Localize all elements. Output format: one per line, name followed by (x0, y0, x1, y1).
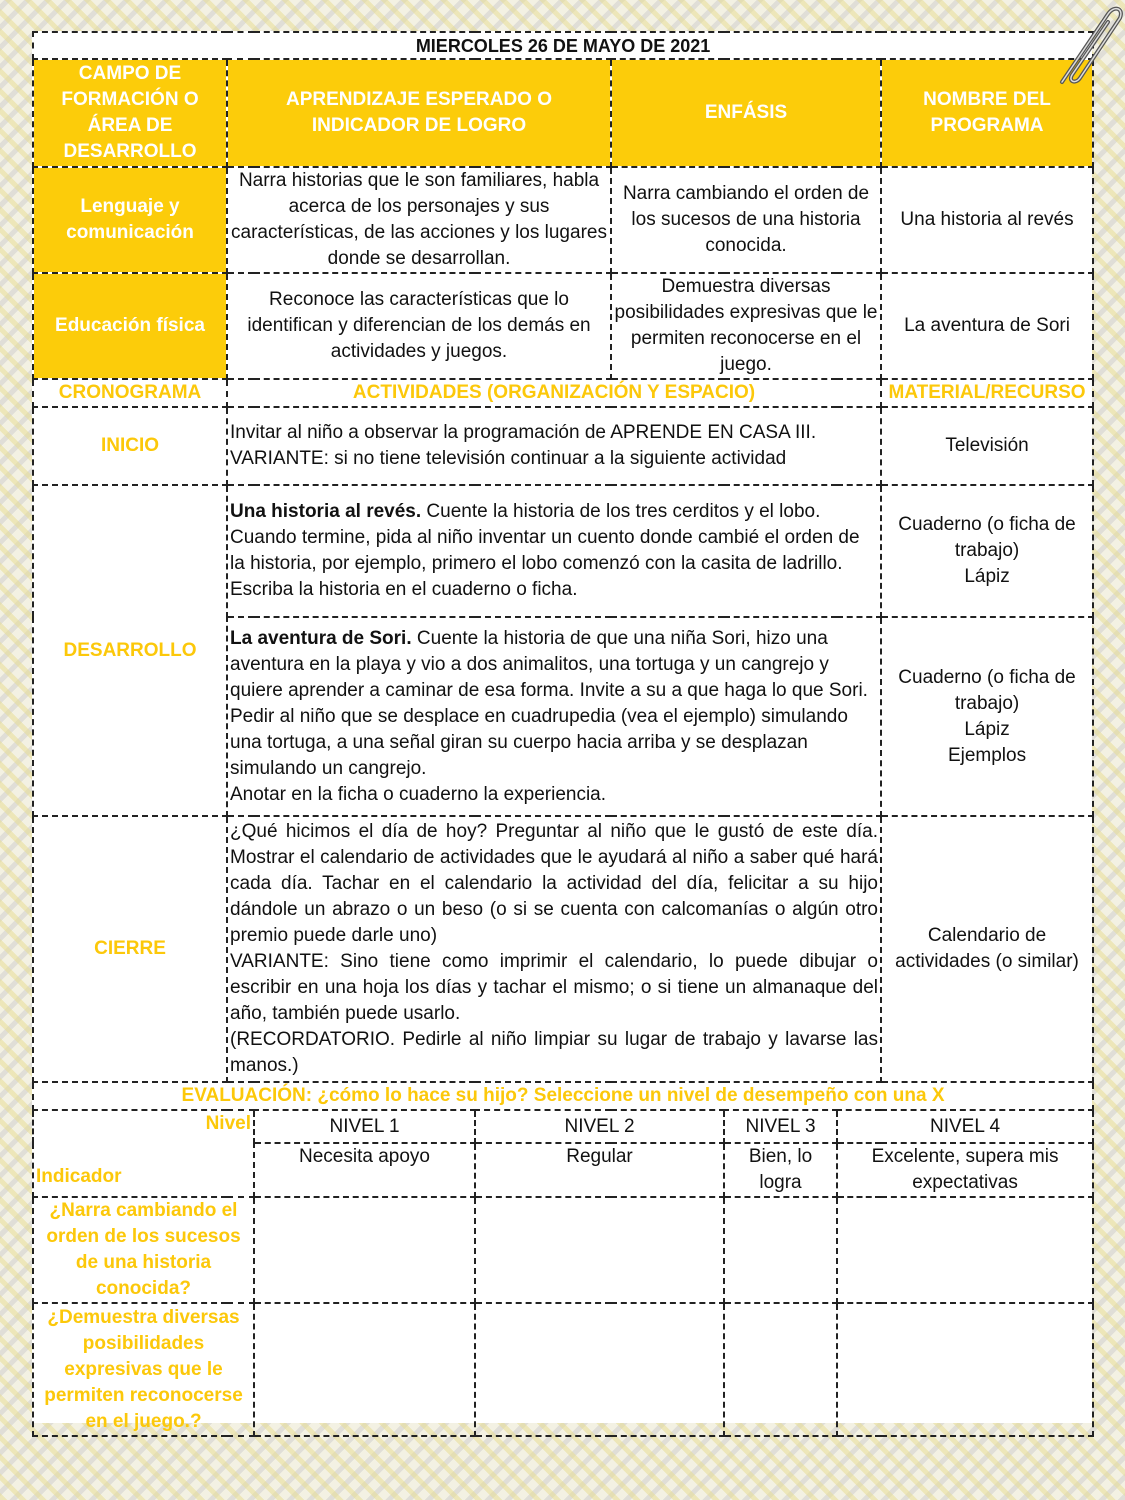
header-campo: CAMPO DE FORMACIÓN O ÁREA DE DESARROLLO (33, 59, 227, 167)
level-3-mark-cell[interactable] (724, 1197, 837, 1303)
material-item: Cuaderno (o ficha de trabajo) (898, 514, 1076, 561)
indicator-label: ¿Narra cambiando el orden de los sucesos de una historia conocida? (33, 1197, 254, 1303)
material-header: MATERIAL/RECURSO (881, 379, 1093, 407)
desarrollo-row-1 (33, 485, 1093, 617)
activity-text: VARIANTE: Sino tiene como imprimir el calendario, lo puede dibujar o escribir en una hoja los días y tachar el mismo; o si tiene un almanaque del año, también puede usarlo. (230, 951, 878, 1024)
campo-cell: Educación física (33, 273, 227, 379)
level-2-mark-cell[interactable] (475, 1197, 724, 1303)
level-1-mark-cell[interactable] (254, 1197, 475, 1303)
material-item: Lápiz (964, 566, 1010, 587)
levels-row (33, 1110, 1093, 1143)
nivel-indicador-corner (33, 1110, 254, 1197)
desarrollo-activity-1 (227, 485, 881, 617)
header-aprendizaje: APRENDIZAJE ESPERADO O INDICADOR DE LOGRO (227, 59, 611, 167)
level-desc: Bien, lo logra (724, 1143, 837, 1197)
table-row (33, 273, 1093, 379)
actividades-header: ACTIVIDADES (ORGANIZACIÓN Y ESPACIO) (227, 379, 881, 407)
level-2-mark-cell[interactable] (475, 1303, 724, 1436)
inicio-activity (227, 407, 881, 485)
activity-text: Escriba la historia en el cuaderno o ficha. (230, 579, 578, 600)
aprendizaje-cell: Narra historias que le son familiares, habla acerca de los personajes y sus características, de las acciones y los lugares donde se desarrollan. (227, 167, 611, 273)
lesson-plan-sheet (32, 31, 1092, 1432)
cierre-material: Calendario de actividades (o similar) (881, 816, 1093, 1082)
activity-text: ¿Qué hicimos el día de hoy? Preguntar al niño que le gustó de este día. Mostrar el calendario de actividades que le ayudará al niño a saber qué hará cada día. Tachar en el calendario la actividad del día, felicitar a su hijo dándole un abrazo o un beso (o si se cuenta con calcomanías o algún otro premio puede darle uno) (230, 821, 878, 946)
aprendizaje-cell: Reconoce las características que lo identifican y diferencian de los demás en actividades y juegos. (227, 273, 611, 379)
level-4-mark-cell[interactable] (837, 1197, 1093, 1303)
level-desc: Regular (475, 1143, 724, 1197)
cierre-activity (227, 816, 881, 1082)
material-item: Lápiz (964, 718, 1010, 740)
inicio-text: Invitar al niño a observar la programación de APRENDE EN CASA III. (230, 422, 817, 443)
level-desc: Excelente, supera mis expectativas (837, 1143, 1093, 1197)
paperclip-icon (1050, 0, 1125, 95)
enfasis-cell: Narra cambiando el orden de los sucesos de una historia conocida. (611, 167, 881, 273)
level-1-mark-cell[interactable] (254, 1303, 475, 1436)
activity-text: Anotar en la ficha o cuaderno la experiencia. (230, 783, 607, 805)
inicio-variante: VARIANTE: si no tiene televisión continuar a la siguiente actividad (230, 448, 787, 469)
indicator-label: ¿Demuestra diversas posibilidades expresivas que le permiten reconocerse en el juego.? (33, 1303, 254, 1436)
nivel-label: Nivel (205, 1113, 251, 1134)
programa-cell: La aventura de Sori (881, 273, 1093, 379)
material-item: Cuaderno (o ficha de trabajo) (898, 666, 1076, 714)
desarrollo-material-1 (881, 485, 1093, 617)
level-name: NIVEL 4 (837, 1110, 1093, 1143)
level-name: NIVEL 3 (724, 1110, 837, 1143)
level-desc: Necesita apoyo (254, 1143, 475, 1197)
reminder-note: (RECORDATORIO. Pedirle al niño limpiar su lugar de trabajo y lavarse las manos.) (230, 1029, 878, 1076)
evaluation-title: EVALUACIÓN: ¿cómo lo hace su hijo? Seleccione un nivel de desempeño con una X (33, 1082, 1093, 1110)
enfasis-cell: Demuestra diversas posibilidades expresivas que le permiten reconocerse en el juego. (611, 273, 881, 379)
activity-text: Cuente la historia de los tres cerditos y el lobo. Cuando termine, pida al niño inventar un cuento donde cambié el orden de la historia, por ejemplo, primero el lobo comenzó con la casita de ladrillo. (230, 501, 860, 574)
level-4-mark-cell[interactable] (837, 1303, 1093, 1436)
activity-title: Una historia al revés. (230, 501, 422, 522)
indicator-row (33, 1303, 1093, 1436)
level-3-mark-cell[interactable] (724, 1303, 837, 1436)
cronograma-header: CRONOGRAMA (33, 379, 227, 407)
cierre-row (33, 816, 1093, 1082)
indicator-row (33, 1197, 1093, 1303)
indicador-label: Indicador (36, 1166, 122, 1187)
activity-text: Cuente la historia de que una niña Sori, hizo una aventura en la playa y vio a dos animalitos, una tortuga y un cangrejo y quiere aprender a caminar de esa forma. Invite a su a que haga lo que Sori. (230, 627, 868, 701)
table-row (33, 167, 1093, 273)
inicio-material: Televisión (881, 407, 1093, 485)
level-name: NIVEL 1 (254, 1110, 475, 1143)
desarrollo-label: DESARROLLO (33, 485, 227, 816)
programa-cell: Una historia al revés (881, 167, 1093, 273)
material-item: Ejemplos (947, 744, 1027, 766)
campo-cell: Lenguaje y comunicación (33, 167, 227, 273)
desarrollo-activity-2 (227, 617, 881, 816)
lesson-plan-table (32, 31, 1094, 1437)
inicio-label: INICIO (33, 407, 227, 485)
activity-title: La aventura de Sori. (230, 627, 412, 649)
page-title: MIERCOLES 26 DE MAYO DE 2021 (33, 32, 1093, 59)
header-programa: NOMBRE DEL PROGRAMA (881, 59, 1093, 167)
desarrollo-material-2 (881, 617, 1093, 816)
inicio-row (33, 407, 1093, 485)
header-enfasis: ENFÁSIS (611, 59, 881, 167)
level-name: NIVEL 2 (475, 1110, 724, 1143)
activity-text: Pedir al niño que se desplace en cuadrupedia (vea el ejemplo) simulando una tortuga, a una señal giran su cuerpo hacia arriba y se desplazan simulando un cangrejo. (230, 705, 848, 779)
cierre-label: CIERRE (33, 816, 227, 1082)
